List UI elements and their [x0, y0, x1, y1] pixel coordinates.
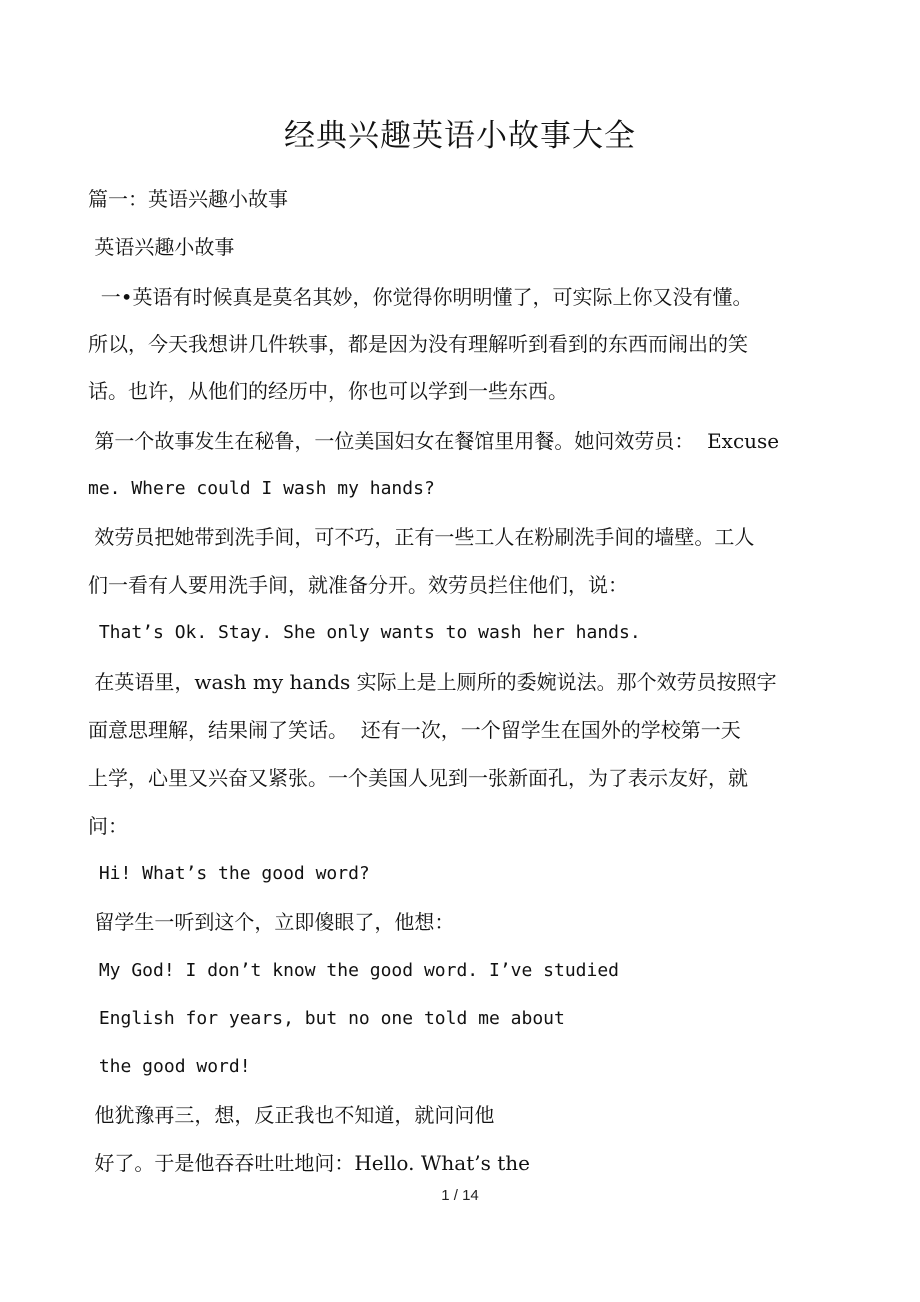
paragraph-line: 他犹豫再三，想，反正我也不知道，就问问他	[88, 1103, 495, 1127]
document-title: 经典兴趣英语小故事大全	[284, 118, 636, 154]
paragraph-line: 好了。于是他吞吞吐吐地问：Hello. What’s the	[88, 1151, 530, 1175]
paragraph-line: 上学，心里又兴奋又紧张。一个美国人见到一张新面孔，为了表示友好，就	[88, 766, 748, 790]
paragraph-line: 留学生一听到这个，立即傻眼了，他想：	[88, 910, 455, 934]
english-line: me. Where could I wash my hands?	[88, 478, 435, 499]
story-heading: 英语兴趣小故事	[88, 235, 235, 259]
paragraph-line: 一•英语有时候真是莫名其妙，你觉得你明明懂了，可实际上你又没有懂。	[88, 285, 753, 309]
paragraph-line: 话。也许，从他们的经历中，你也可以学到一些东西。	[88, 379, 568, 403]
paragraph-line: 所以，今天我想讲几件轶事，都是因为没有理解听到看到的东西而闹出的笑	[88, 332, 748, 356]
paragraph-line: 效劳员把她带到洗手间，可不巧，正有一些工人在粉刷洗手间的墙壁。工人	[88, 525, 755, 549]
paragraph-line: 问：	[88, 814, 128, 838]
paragraph-line: 们一看有人要用洗手间，就准备分开。效劳员拦住他们，说：	[88, 573, 628, 597]
english-line: the good word!	[88, 1056, 251, 1077]
english-line: That’s Ok. Stay. She only wants to wash her hands.	[88, 622, 641, 643]
paragraph-line: 第一个故事发生在秘鲁，一位美国妇女在餐馆里用餐。她问效劳员： Excuse	[88, 429, 780, 453]
english-line: English for years, but no one told me about	[88, 1008, 565, 1029]
english-line: Hi! What’s the good word?	[88, 863, 370, 884]
paragraph-line: 在英语里，wash my hands 实际上是上厕所的委婉说法。那个效劳员按照字	[88, 670, 777, 694]
page-number: 1 / 14	[441, 1187, 479, 1204]
section-heading: 篇一：英语兴趣小故事	[88, 187, 288, 211]
paragraph-line: 面意思理解，结果闹了笑话。 还有一次，一个留学生在国外的学校第一天	[88, 718, 741, 742]
english-line: My God! I don’t know the good word. I’ve studied	[88, 960, 620, 981]
